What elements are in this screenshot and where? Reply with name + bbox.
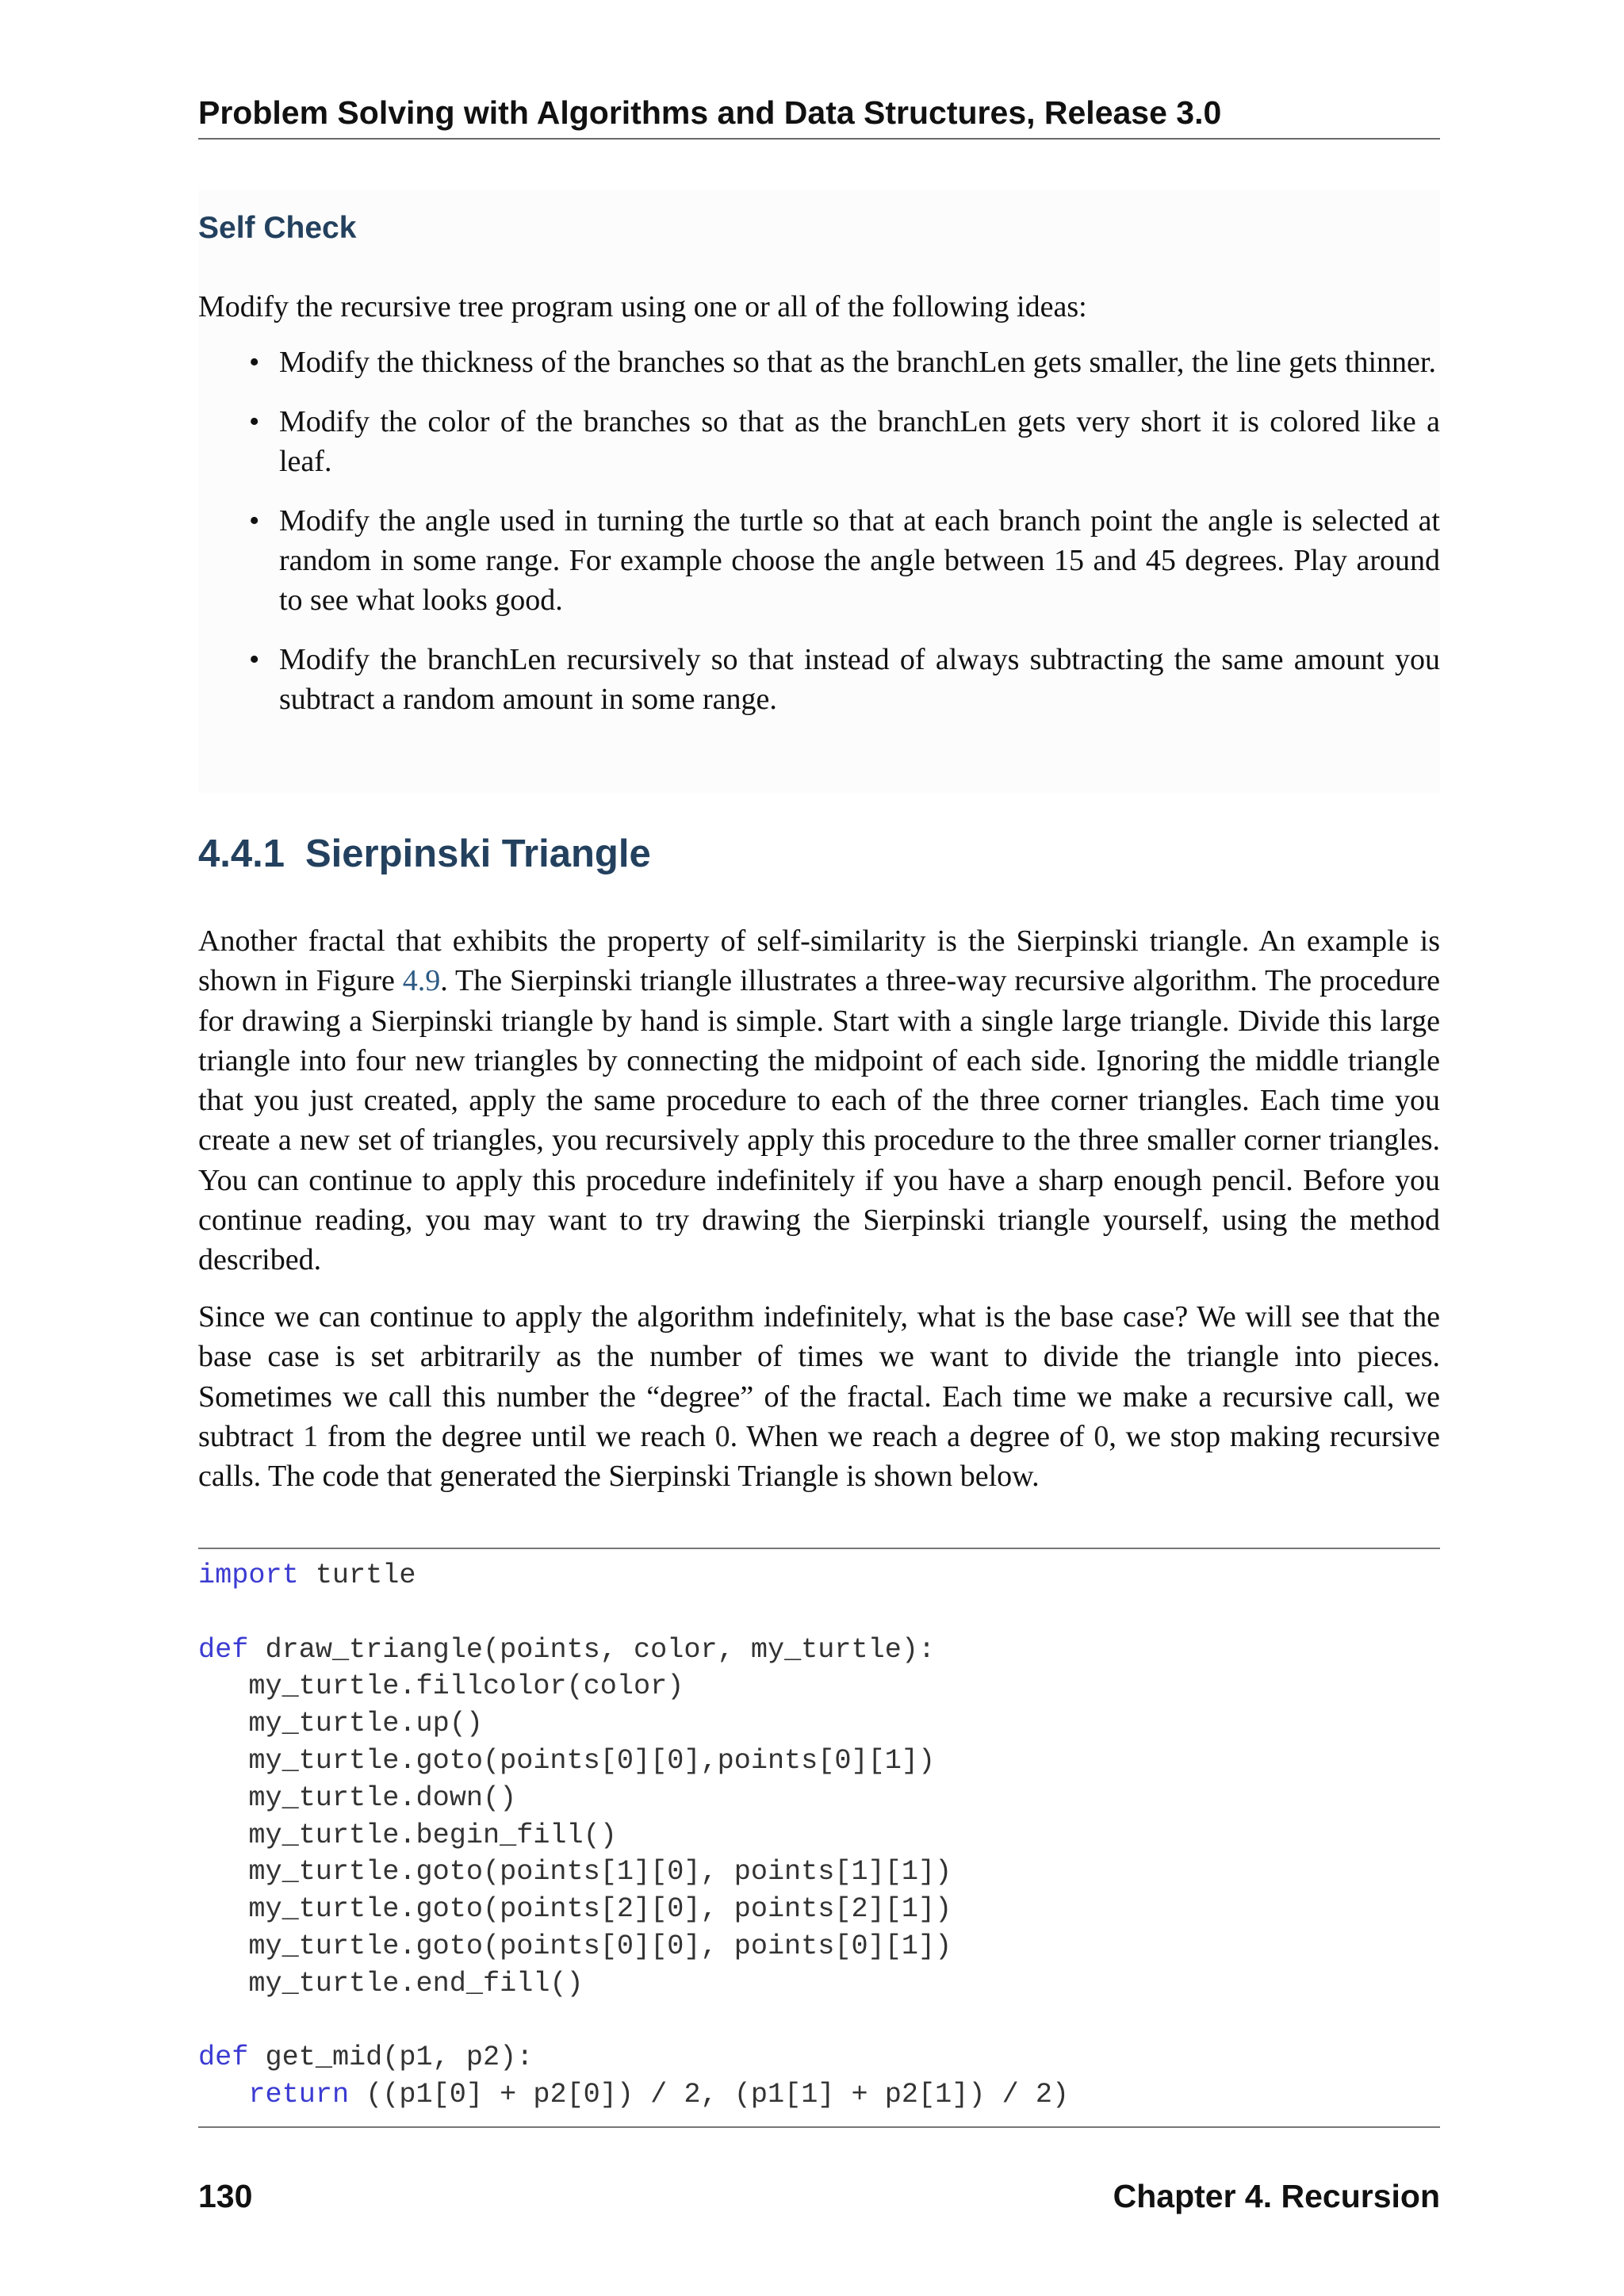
paragraph-intro: Another fractal that exhibits the property of self-similarity is the Sierpinski triangle. An example is shown in Figure 4.9. The Sierpinski triangle illustrates a three-way recursive algorithm. The procedure for drawing a Sierpinski triangle by hand is simple. Start with a single large triangle. Divide this large triangle into four new triangles by connecting the midpoint of each side. Ignoring the middle triangle that you just created, apply the same procedure to each of the three corner triangles. Each time you create a new set of triangles, you recursively apply this procedure to the three smaller corner triangles. You can continue to apply this procedure indefinitely if you have a sharp enough pencil. Before you continue reading, you may want to try drawing the Sierpinski triangle yourself, using the method described. bbox=[198, 924, 1440, 1277]
code-text: my_turtle.begin_fill() bbox=[198, 1819, 617, 1851]
chapter-label: Chapter 4. Recursion bbox=[1113, 2178, 1440, 2214]
paragraph-base-case: Since we can continue to apply the algorithm indefinitely, what is the base case? We will see that the base case is set arbitrarily as the number of times we want to divide the triangle into pieces. Sometimes we call this number the “degree” of the fractal. Each time we make a recursive call, we subtract 1 from the degree until we reach 0. When we reach a degree of 0, we stop making recursive calls. The code that generated the Sierpinski Triangle is shown below. bbox=[198, 1300, 1441, 1494]
list-item: • Modify the thickness of the branches so that as the branchLen gets smaller, the line gets thinner. bbox=[198, 342, 1440, 382]
code-text: get_mid(p1, p2): bbox=[248, 2042, 534, 2074]
self-check-list bbox=[198, 342, 1440, 739]
figure-link[interactable]: 4.9 bbox=[402, 964, 441, 998]
code-line bbox=[198, 1893, 952, 1925]
code-line bbox=[198, 2079, 1069, 2110]
math-number: 0 bbox=[714, 1419, 730, 1453]
section-number: 4.4.1 bbox=[198, 832, 285, 875]
code-keyword: return bbox=[248, 2079, 350, 2111]
code-line bbox=[198, 2042, 533, 2073]
code-text: my_turtle.down() bbox=[198, 1781, 517, 1814]
code-line bbox=[198, 1670, 684, 1702]
code-line bbox=[198, 1559, 416, 1591]
code-text: draw_triangle(points, color, my_turtle): bbox=[248, 1633, 936, 1666]
list-item: • Modify the color of the branches so that as the branchLen gets very short it is colored like a leaf. bbox=[198, 402, 1440, 481]
code-text: ((p1[0] + p2[0]) / 2, (p1[1] + p2[1]) / 2) bbox=[349, 2079, 1070, 2111]
code-text: my_turtle.fillcolor(color) bbox=[198, 1670, 684, 1703]
code-line bbox=[198, 1634, 935, 1666]
page-number: 130 bbox=[198, 2178, 253, 2214]
bullet-icon: • bbox=[249, 346, 260, 379]
code-text: my_turtle.goto(points[0][0], points[0][1]) bbox=[198, 1930, 952, 1962]
code-text: my_turtle.goto(points[1][0], points[1][1]) bbox=[198, 1856, 952, 1888]
code-text: my_turtle.end_fill() bbox=[198, 1967, 584, 1999]
math-number: 1 bbox=[303, 1419, 319, 1453]
code-text: my_turtle.up() bbox=[198, 1708, 483, 1740]
code-text: my_turtle.goto(points[0][0],points[0][1]) bbox=[198, 1744, 936, 1777]
code-line bbox=[198, 1931, 952, 1962]
list-item: • Modify the angle used in turning the turtle so that at each branch point the angle is selected at random in some range. For example choose the angle between 15 and 45 degrees. Play around to see what looks good. bbox=[198, 501, 1440, 620]
code-line bbox=[198, 1856, 952, 1888]
self-check-title: Self Check bbox=[198, 211, 357, 245]
bullet-icon: • bbox=[249, 405, 260, 438]
code-line bbox=[198, 1708, 483, 1739]
code-listing bbox=[198, 1557, 1069, 2114]
code-text bbox=[198, 2079, 248, 2110]
running-header: Problem Solving with Algorithms and Data Structures, Release 3.0 bbox=[198, 89, 1440, 140]
list-item: • Modify the branchLen recursively so that instead of always subtracting the same amount you subtract a random amount in some range. bbox=[198, 640, 1440, 719]
self-check-intro: Modify the recursive tree program using one or all of the following ideas: bbox=[198, 290, 1087, 323]
section-heading bbox=[198, 826, 651, 882]
code-text: my_turtle.goto(points[2][0], points[2][1]) bbox=[198, 1893, 952, 1926]
bullet-icon: • bbox=[249, 504, 260, 538]
code-text: turtle bbox=[298, 1559, 416, 1591]
bullet-icon: • bbox=[249, 643, 260, 676]
math-number: 0 bbox=[1094, 1419, 1109, 1453]
code-line bbox=[198, 1820, 617, 1851]
document-page bbox=[198, 0, 1440, 2296]
code-keyword: def bbox=[198, 1633, 249, 1666]
code-keyword: import bbox=[198, 1559, 299, 1591]
self-check-box bbox=[198, 190, 1440, 793]
code-line bbox=[198, 1968, 584, 1999]
code-line bbox=[198, 1745, 935, 1777]
section-title: Sierpinski Triangle bbox=[304, 832, 651, 875]
code-line bbox=[198, 1782, 516, 1814]
code-block bbox=[198, 1548, 1440, 2128]
code-keyword: def bbox=[198, 2042, 249, 2074]
